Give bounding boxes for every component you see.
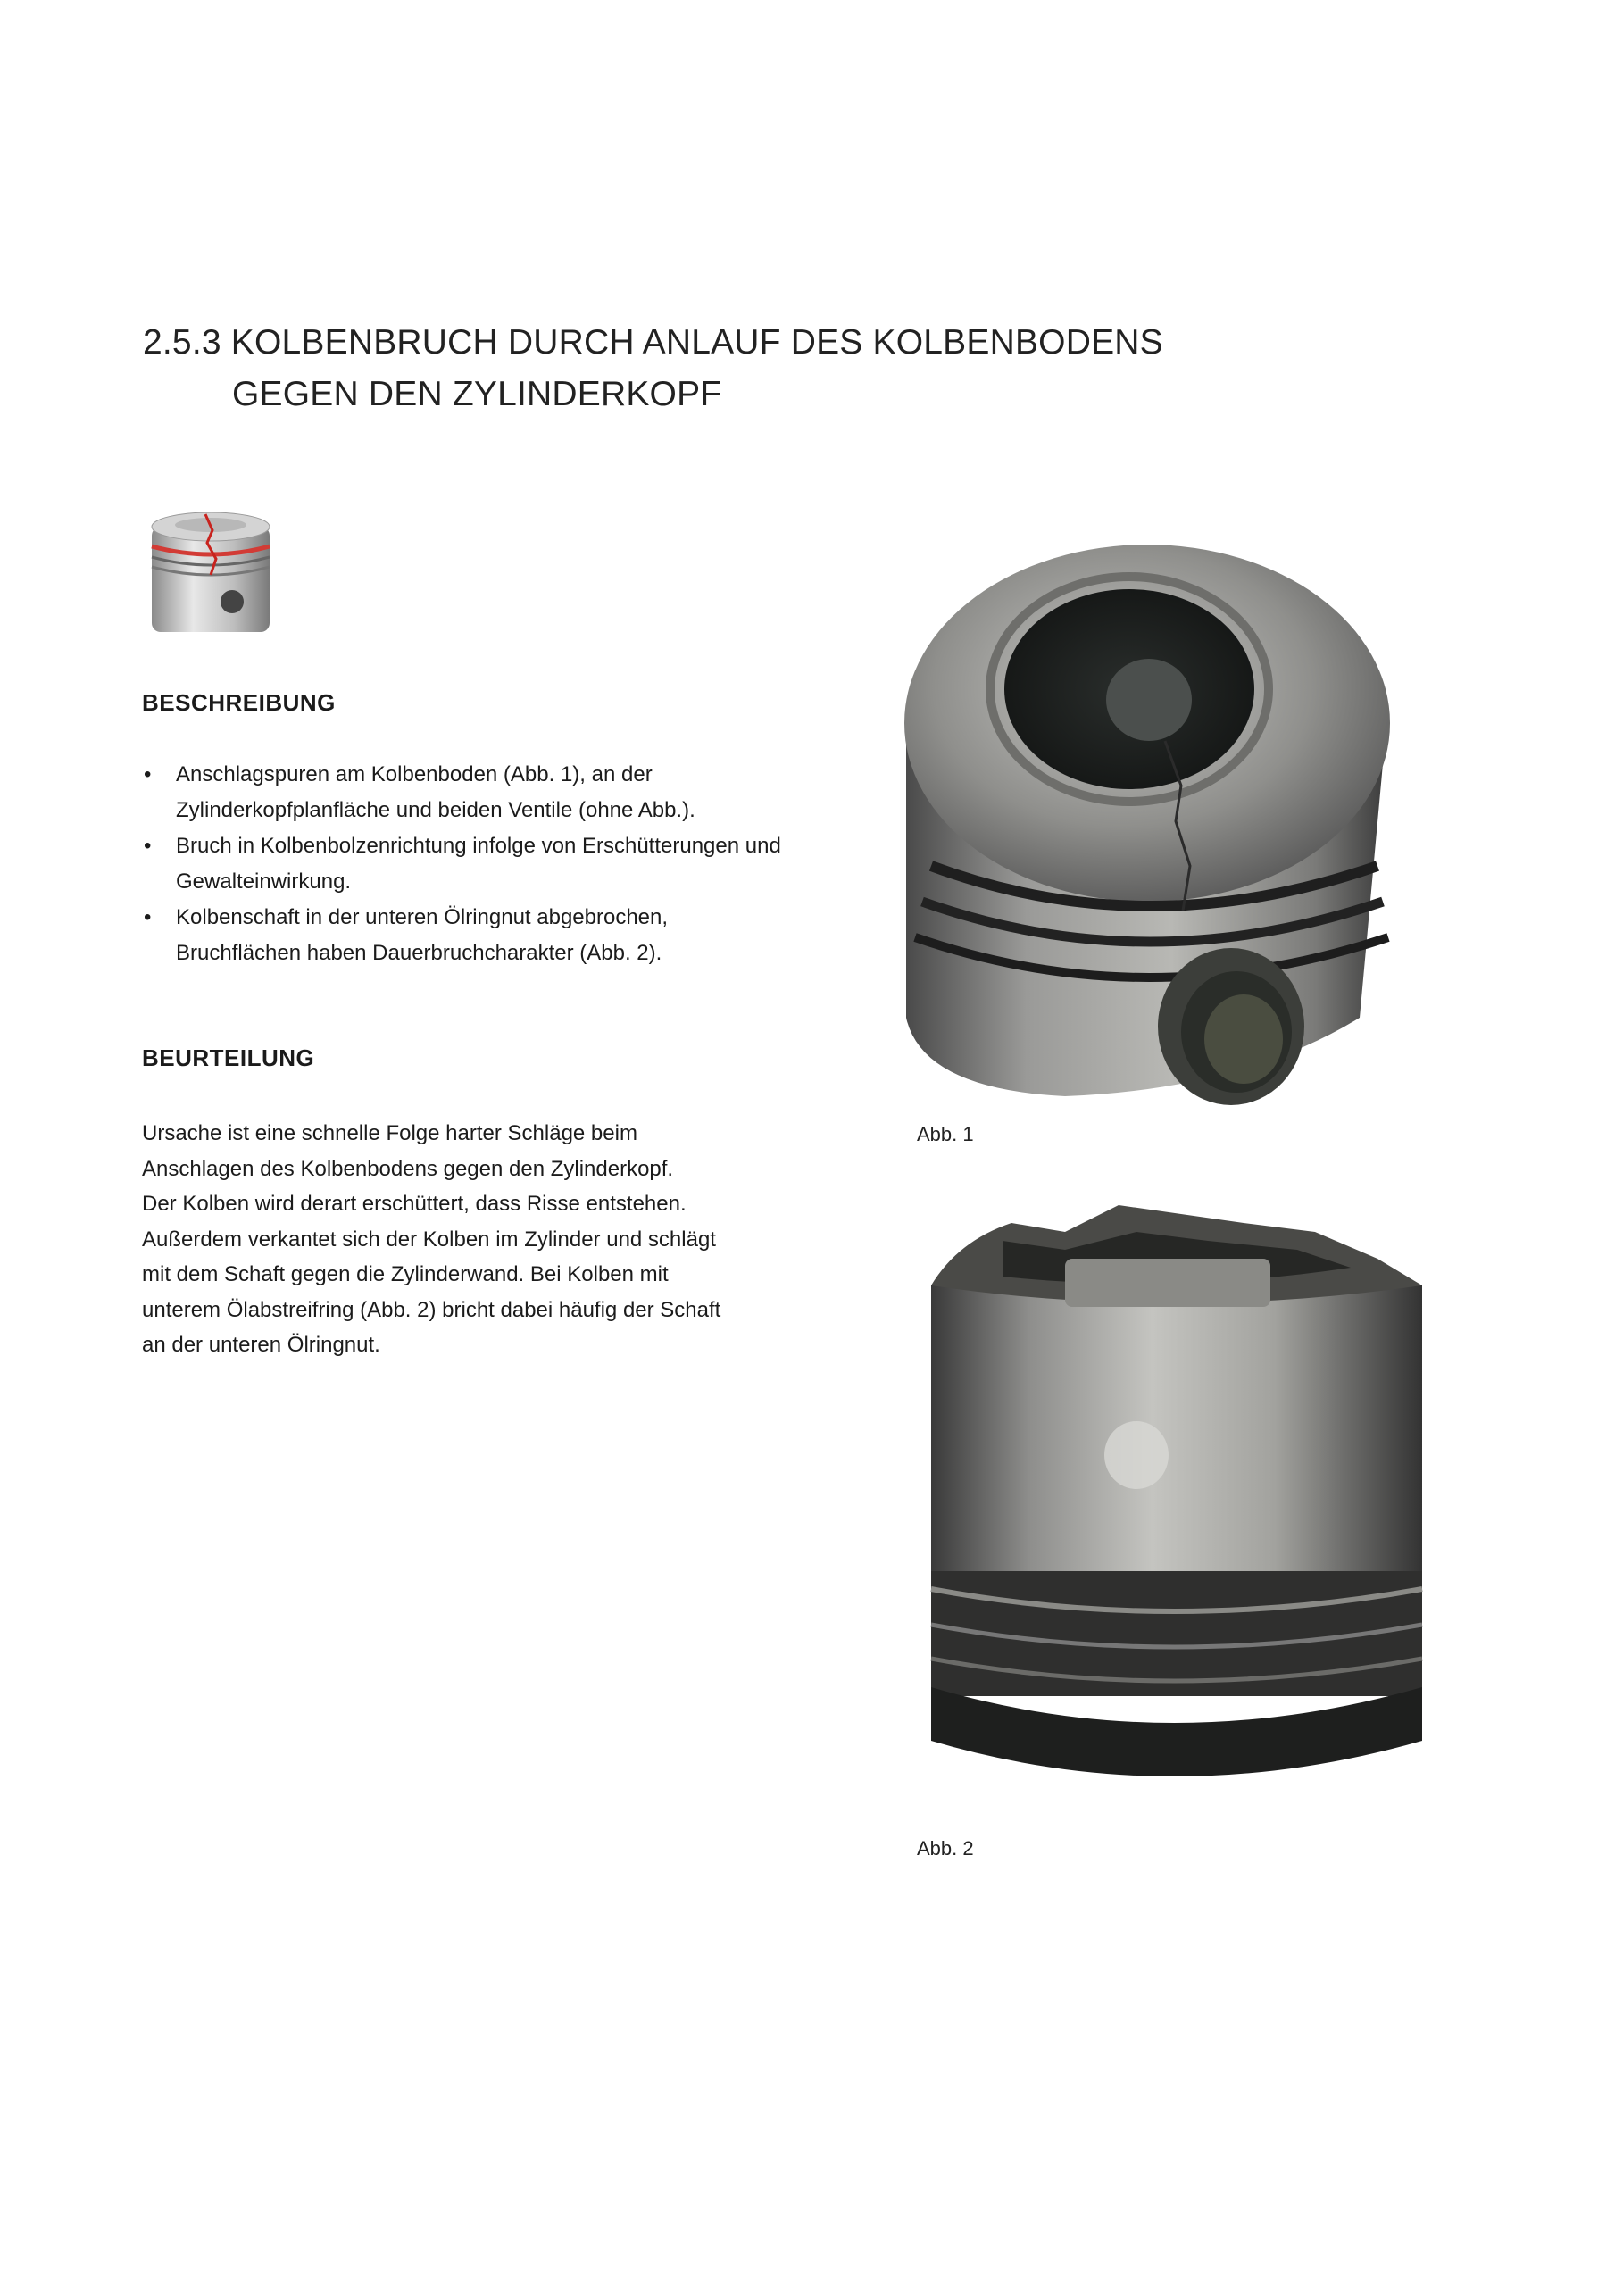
evaluation-line: an der unteren Ölringnut. bbox=[142, 1333, 380, 1357]
description-list bbox=[142, 757, 785, 971]
list-item: • Bruch in Kolbenbolzenrichtung infolge von Erschütterungen und Gewalteinwirkung. bbox=[142, 828, 785, 900]
description-heading: BESCHREIBUNG bbox=[142, 689, 336, 716]
figure-2-caption: Abb. 2 bbox=[917, 1837, 974, 1859]
figure-1-caption: Abb. 1 bbox=[917, 1123, 974, 1145]
evaluation-line: mit dem Schaft gegen die Zylinderwand. Bei Kolben mit bbox=[142, 1262, 669, 1286]
title-line-1: 2.5.3 KOLBENBRUCH DURCH ANLAUF DES KOLBENBODENS bbox=[143, 323, 1163, 362]
piston-crack-icon bbox=[143, 507, 279, 643]
evaluation-line: Anschlagen des Kolbenbodens gegen den Zylinderkopf. bbox=[142, 1156, 674, 1181]
evaluation-line: Außerdem verkantet sich der Kolben im Zylinder und schlägt bbox=[142, 1227, 716, 1252]
page-title bbox=[143, 317, 1163, 420]
evaluation-text bbox=[142, 1116, 803, 1363]
title-line-2: GEGEN DEN ZYLINDERKOPF bbox=[232, 375, 722, 413]
evaluation-line: Der Kolben wird derart erschüttert, dass Risse entstehen. bbox=[142, 1192, 687, 1216]
list-item: • Kolbenschaft in der unteren Ölringnut abgebrochen, Bruchflächen haben Dauerbruchcharakter (Abb. 2). bbox=[142, 900, 785, 971]
list-item: • Anschlagspuren am Kolbenboden (Abb. 1), an der Zylinderkopfplanfläche und beiden Ventile (ohne Abb.). bbox=[142, 757, 785, 828]
evaluation-line: Ursache ist eine schnelle Folge harter Schläge beim bbox=[142, 1121, 637, 1145]
evaluation-heading: BEURTEILUNG bbox=[142, 1044, 315, 1071]
figure-2-piston-photo bbox=[797, 1187, 1494, 1901]
evaluation-line: unterem Ölabstreifring (Abb. 2) bricht dabei häufig der Schaft bbox=[142, 1297, 721, 1322]
figure-1-piston-photo bbox=[797, 446, 1494, 1178]
